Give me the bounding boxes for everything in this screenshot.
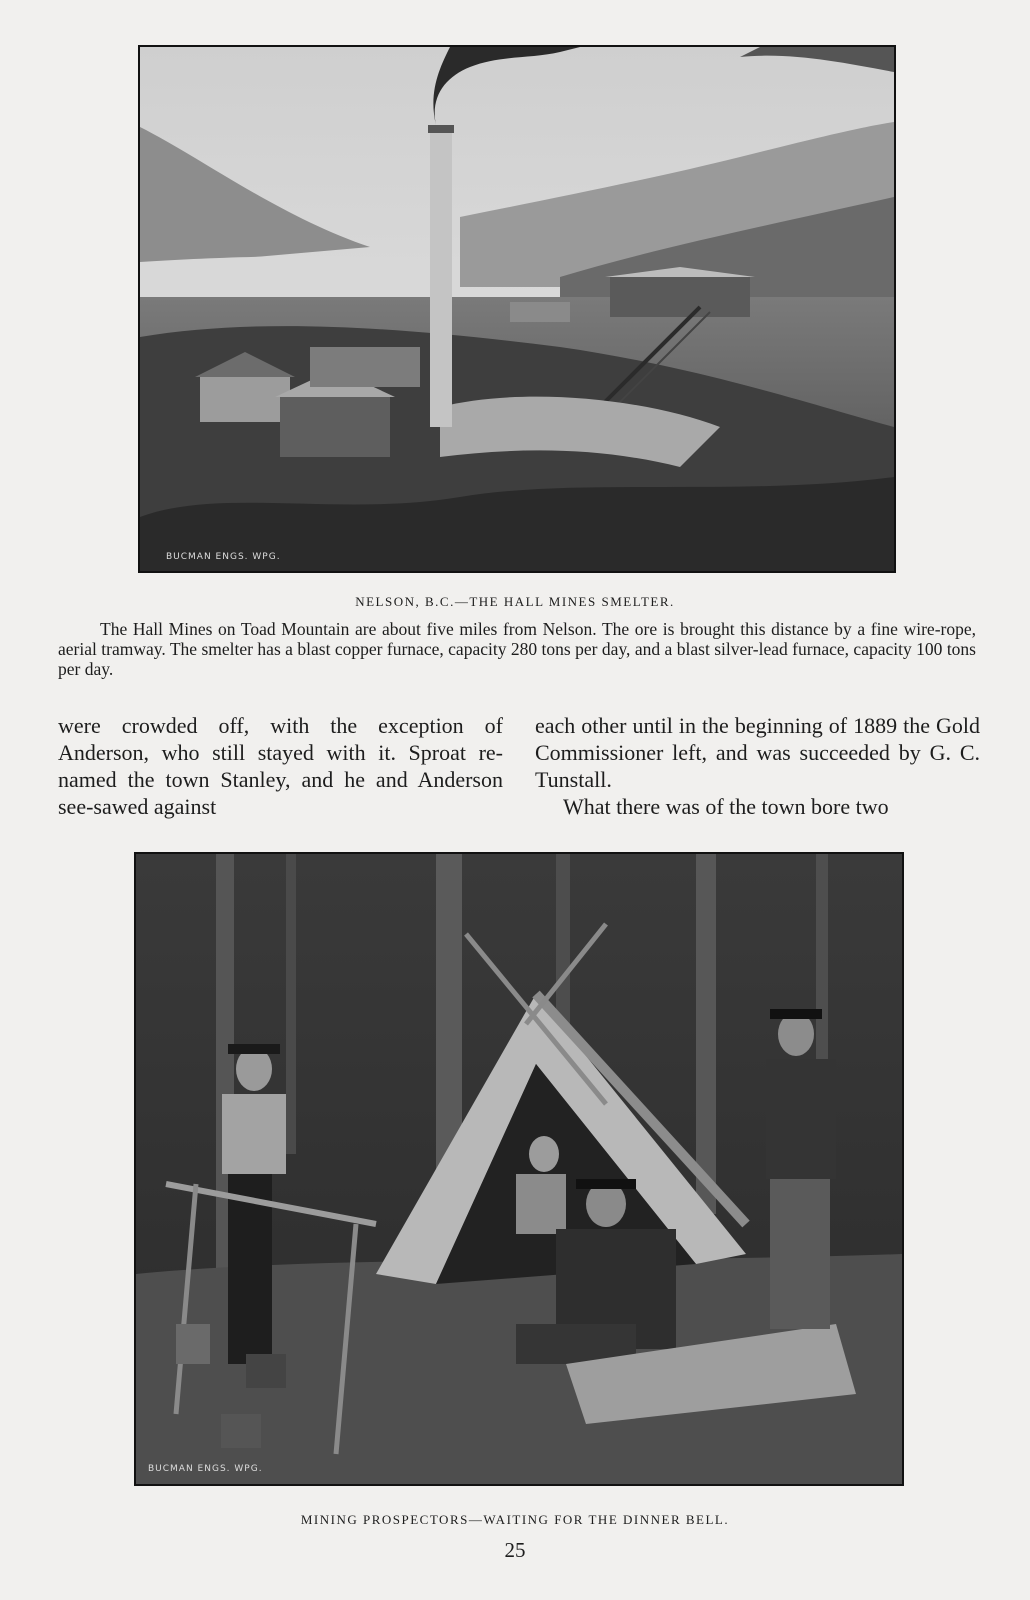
right-column-paragraph-2: What there was of the town bore two	[563, 794, 889, 819]
smelter-illustration	[140, 47, 894, 571]
prospectors-caption: MINING PROSPECTORS—WAITING FOR THE DINNER BELL.	[300, 1512, 730, 1527]
prospectors-photo	[134, 852, 904, 1486]
engraver-imprint: BUCMAN ENGS. WPG.	[148, 1464, 263, 1474]
left-column	[58, 712, 503, 820]
smelter-photo	[138, 45, 896, 573]
left-column-paragraph: were crowded off, with the exception of Anderson, who still stayed with it. Sproat re-named the town Stanley, and he and Anderson see-sawed against	[58, 713, 503, 819]
engraver-imprint: BUCMAN ENGS. WPG.	[166, 552, 281, 562]
smelter-caption: NELSON, B.C.—THE HALL MINES SMELTER.	[355, 594, 675, 609]
page-number: 25	[504, 1538, 526, 1562]
prospectors-illustration	[136, 854, 902, 1484]
smelter-description: The Hall Mines on Toad Mountain are about five miles from Nelson. The ore is brought this distance by a fine wire-rope, aerial tramway. The smelter has a blast copper furnace, capacity 280 tons per day, and a blast silver-lead furnace, capacity 100 tons per day.	[58, 619, 976, 679]
right-column	[535, 712, 980, 820]
right-column-paragraph-1: each other until in the beginning of 1889 the Gold Commissioner left, and was succeeded by G. C. Tunstall.	[535, 713, 980, 792]
body-text	[58, 712, 980, 820]
